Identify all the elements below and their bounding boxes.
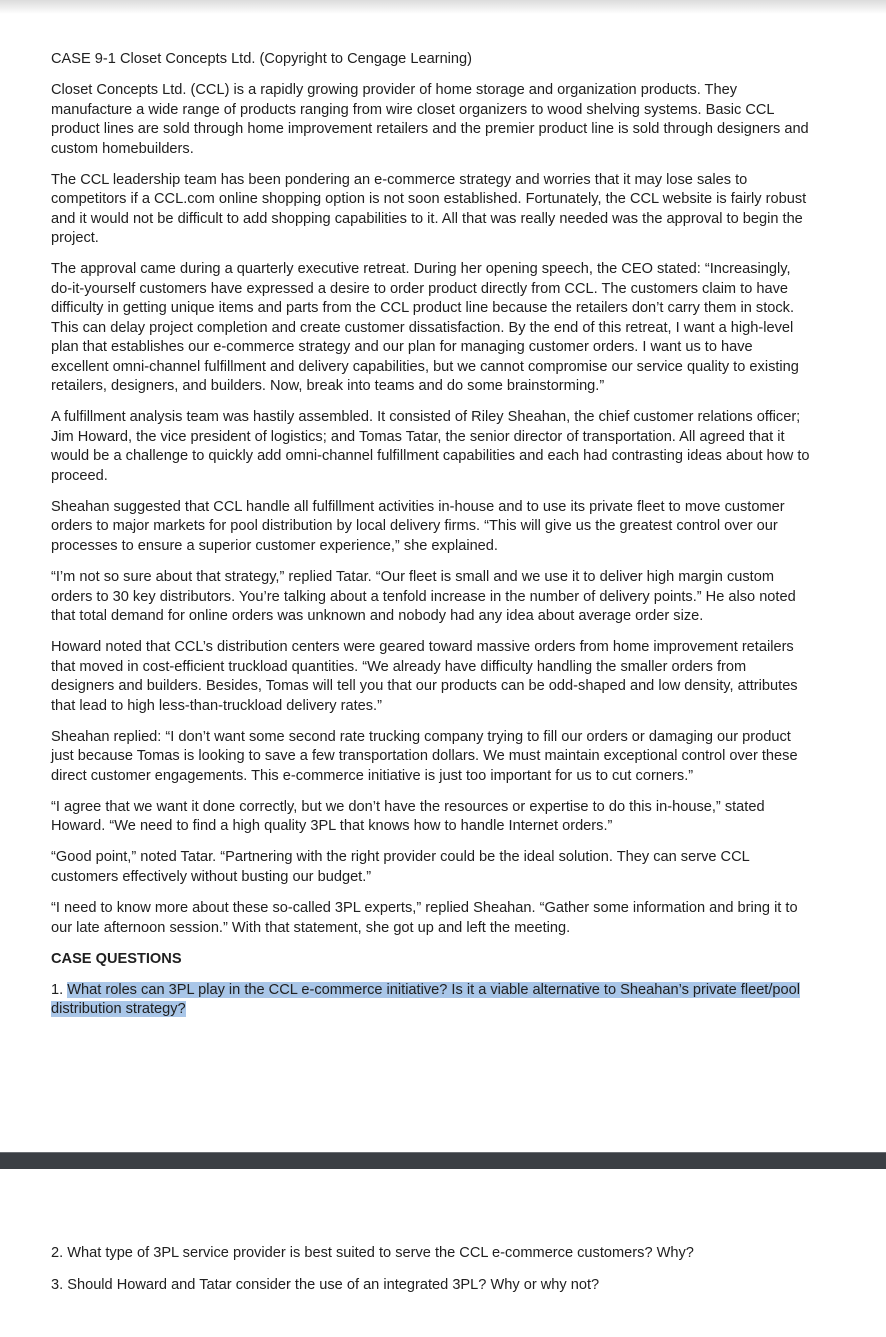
paragraph-1: Closet Concepts Ltd. (CCL) is a rapidly growing provider of home storage and organization products. They manufacture a wide range of products ranging from wire closet organizers to wood shelving systems. Basic CCL product lines are sold through home improvement retailers and the premier product line is sold through designers and custom homebuilders. <box>51 82 809 157</box>
question-1-number: 1. <box>51 981 68 998</box>
page-separator <box>0 1152 886 1169</box>
paragraph-3: The approval came during a quarterly executive retreat. During her opening speech, the CEO stated: “Increasingly, do-it-yourself customers have expressed a desire to order product directly from CCL. The customers claim to have difficulty in getting unique items and parts from the CCL product line because the retailers don’t carry them in stock. This can delay project completion and create customer dissatisfaction. By the end of this retreat, I want a high-level plan that establishes our e-commerce strategy and our plan for managing customer orders. I want us to have excellent omni-channel fulfillment and delivery capabilities, but we cannot compromise our service quality to existing retailers, designers, and builders. Now, break into teams and do some brainstorming.” <box>51 261 799 395</box>
paragraph-10: “Good point,” noted Tatar. “Partnering with the right provider could be the ideal solution. They can serve CCL customers effectively without busting our budget.” <box>51 849 750 885</box>
selected-text-highlight[interactable]: What roles can 3PL play in the CCL e-commerce initiative? Is it a viable alternative to Sheahan’s private fleet/pool distribution strategy? <box>51 981 801 1018</box>
paragraph-8: Sheahan replied: “I don’t want some second rate trucking company trying to fill our orders or damaging our product just because Tomas is looking to save a few transportation dollars. We must maintain exceptional control over these direct customer engagements. This e-commerce initiative is just too important for us to cut corners.” <box>51 728 798 784</box>
paragraph-11: “I need to know more about these so-called 3PL experts,” replied Sheahan. “Gather some information and bring it to our late afternoon session.” With that statement, she got up and left the meeting. <box>51 900 798 936</box>
paragraph-7: Howard noted that CCL’s distribution centers were geared toward massive orders from home improvement retailers that moved in cost-efficient truckload quantities. “We already have difficulty handling the smaller orders from designers and builders. Besides, Tomas will tell you that our products can be odd-shaped and low density, attributes that lead to high less-than-truckload delivery rates.” <box>51 639 798 714</box>
case-title: CASE 9-1 Closet Concepts Ltd. (Copyright to Cengage Learning) <box>51 51 473 67</box>
paragraph-2: The CCL leadership team has been pondering an e-commerce strategy and worries that it may lose sales to competitors if a CCL.com online shopping option is not soon established. Fortunately, the CCL website is fairly robust and it would not be difficult to add shopping capabilities to it. All that was really needed was the approval to begin the project. <box>51 171 807 247</box>
question-1[interactable] <box>51 981 811 1020</box>
page-top-shadow <box>0 0 886 14</box>
question-2: 2. What type of 3PL service provider is best suited to serve the CCL e-commerce customers? Why? <box>51 1245 694 1261</box>
paragraph-9: “I agree that we want it done correctly, but we don’t have the resources or expertise to do this in-house,” stated Howard. “We need to find a high quality 3PL that knows how to handle Internet orders.” <box>51 798 765 835</box>
case-questions-heading: CASE QUESTIONS <box>51 950 182 967</box>
paragraph-6: “I’m not so sure about that strategy,” replied Tatar. “Our fleet is small and we use it to deliver high margin custom orders to 30 key distributors. You’re talking about a tenfold increase in the number of delivery points.” He also noted that total demand for online orders was unknown and nobody had any idea about average order size. <box>51 569 796 625</box>
paragraph-5: Sheahan suggested that CCL handle all fulfillment activities in-house and to use its private fleet to move customer orders to major markets for pool distribution by local delivery firms. “This will give us the greatest control over our processes to ensure a superior customer experience,” she explained. <box>51 498 785 554</box>
question-3: 3. Should Howard and Tatar consider the use of an integrated 3PL? Why or why not? <box>51 1277 600 1293</box>
paragraph-4: A fulfillment analysis team was hastily assembled. It consisted of Riley Sheahan, the chief customer relations officer; Jim Howard, the vice president of logistics; and Tomas Tatar, the senior director of transportation. All agreed that it would be a challenge to quickly add omni-channel fulfillment capabilities and each had contrasting ideas about how to proceed. <box>51 409 810 484</box>
page-content <box>51 50 811 1031</box>
